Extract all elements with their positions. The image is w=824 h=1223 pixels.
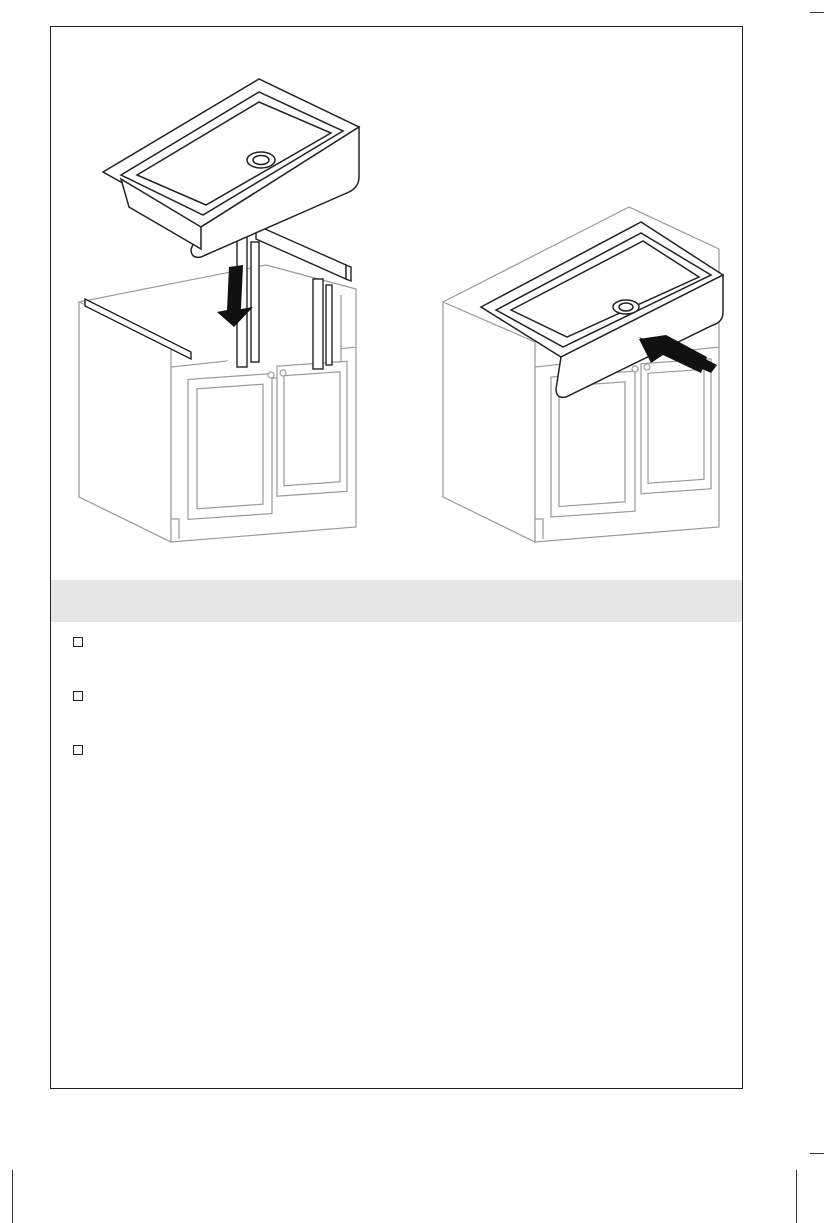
section-header-band	[51, 580, 742, 622]
step-item-3	[73, 743, 713, 763]
installation-illustration	[51, 27, 742, 579]
crop-mark-bottom-right	[810, 1153, 824, 1154]
step-checkbox-3[interactable]	[73, 745, 83, 755]
step-item-2	[73, 689, 713, 709]
crop-mark-bottom-left	[12, 1170, 13, 1223]
step-item-1	[73, 635, 713, 655]
step-checkbox-2[interactable]	[73, 691, 83, 701]
step-checkbox-1[interactable]	[73, 637, 83, 647]
crop-mark-top-right	[810, 12, 824, 13]
sink-left	[103, 79, 359, 257]
instruction-frame	[50, 26, 743, 1089]
crop-mark-bottom-right-vertical	[796, 1170, 797, 1223]
